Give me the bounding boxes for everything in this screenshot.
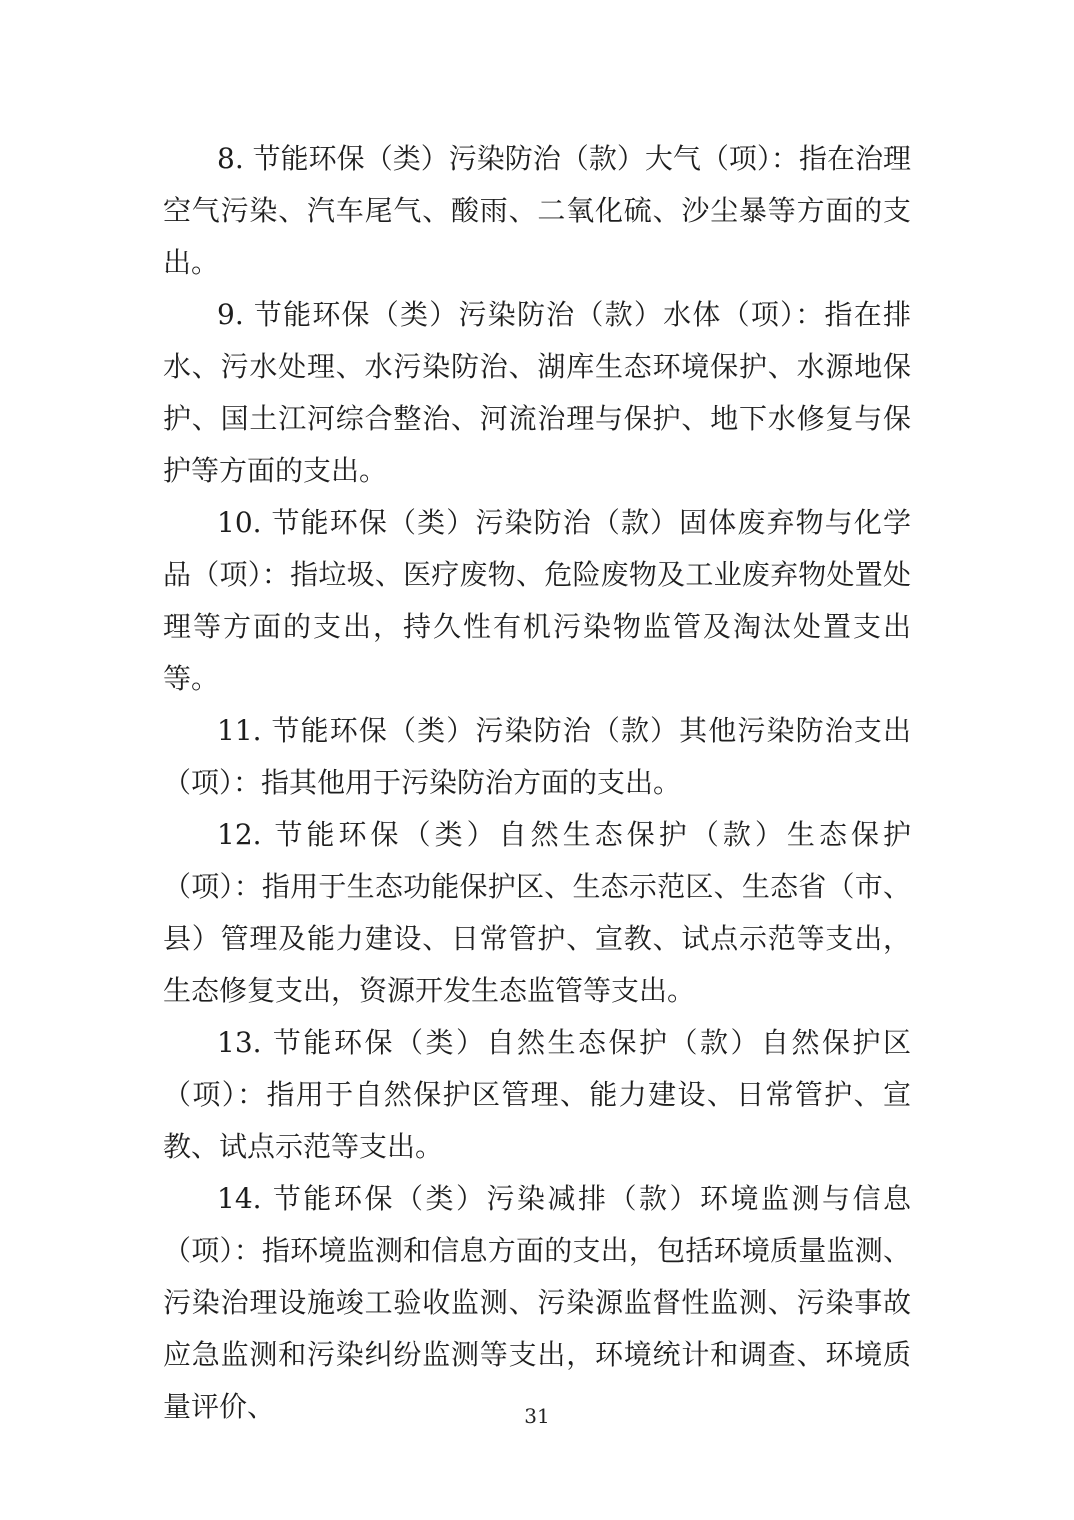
document-body [163,133,911,1433]
paragraph-item-10: 10. 节能环保（类）污染防治（款）固体废弃物与化学品（项）：指垃圾、医疗废物、危险废物及工业废弃物处置处理等方面的支出，持久性有机污染物监管及淘汰处置支出等。 [163,506,911,695]
paragraph-item-9: 9. 节能环保（类）污染防治（款）水体（项）：指在排水、污水处理、水污染防治、湖库生态环境保护、水源地保护、国土江河综合整治、河流治理与保护、地下水修复与保护等方面的支出。 [163,298,911,487]
paragraph-item-12: 12. 节能环保（类）自然生态保护（款）生态保护（项）：指用于生态功能保护区、生态示范区、生态省（市、县）管理及能力建设、日常管护、宣教、试点示范等支出，生态修复支出，资源开发生态监管等支出。 [163,818,911,1007]
paragraph-item-8: 8. 节能环保（类）污染防治（款）大气（项）：指在治理空气污染、汽车尾气、酸雨、二氧化硫、沙尘暴等方面的支出。 [163,142,911,279]
paragraph-item-14: 14. 节能环保（类）污染减排（款）环境监测与信息（项）：指环境监测和信息方面的支出，包括环境质量监测、污染治理设施竣工验收监测、污染源监督性监测、污染事故应急监测和污染纠纷监测等支出，环境统计和调查、环境质量评价、 [163,1182,911,1423]
paragraph-item-13: 13. 节能环保（类）自然生态保护（款）自然保护区（项）：指用于自然保护区管理、能力建设、日常管护、宣教、试点示范等支出。 [163,1026,911,1163]
page-number: 31 [524,1404,550,1428]
paragraph-item-11: 11. 节能环保（类）污染防治（款）其他污染防治支出（项）：指其他用于污染防治方面的支出。 [163,714,911,799]
